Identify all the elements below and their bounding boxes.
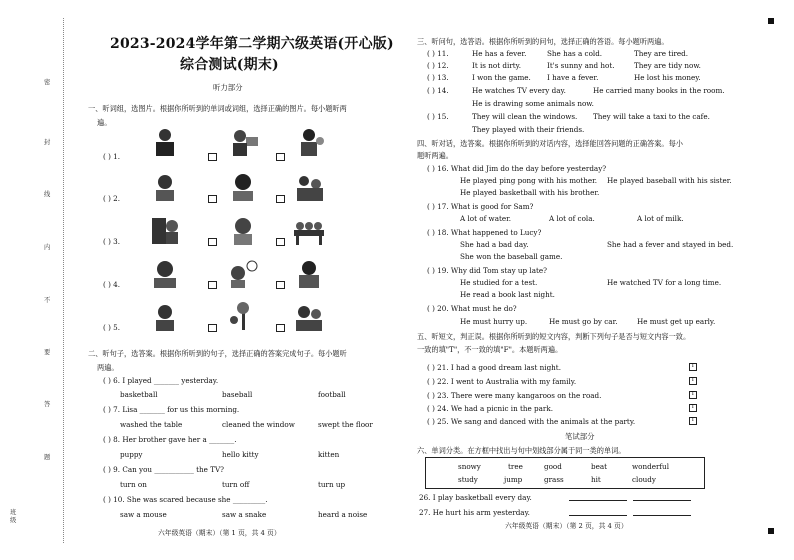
q19-option-c[interactable]: He read a book last night. [460, 290, 555, 299]
option-box-c[interactable] [276, 238, 285, 246]
q13-option-c[interactable]: He lost his money. [634, 73, 701, 82]
question-26: 26. I play basketball every day. [419, 493, 532, 502]
q12-option-c[interactable]: They are tidy now. [634, 61, 701, 70]
picture-3c[interactable] [292, 216, 326, 246]
word-bank-item: tree [508, 462, 523, 471]
picture-5b[interactable] [226, 302, 260, 332]
binding-mark-char: 内 [44, 244, 51, 251]
tf-item-25: ( ) 25. We sang and danced with the animals at the party. [427, 417, 636, 426]
section1-instructions-cont: 遍。 [97, 118, 112, 127]
question-3-label: ( ) 3. [103, 237, 121, 246]
tf-box-22[interactable]: T [691, 377, 695, 383]
page-footer: 六年级英语（期末）（第 1 页，共 4 页） [158, 529, 281, 537]
picture-3a[interactable] [148, 216, 182, 246]
q15-option-b[interactable]: They will take a taxi to the cafe. [593, 112, 710, 121]
q7-option-a[interactable]: washed the table [120, 420, 183, 429]
option-box-b[interactable] [208, 281, 217, 289]
q15-number: ( ) 15. [427, 112, 449, 121]
exam-page-2 [397, 0, 794, 560]
section2-instructions-cont: 两遍。 [97, 363, 119, 372]
q17-option-a[interactable]: A lot of water. [460, 214, 512, 223]
binding-mark-char: 不 [44, 297, 51, 304]
question-10: ( ) 10. She was scared because she _________. [103, 495, 268, 504]
q19-option-b[interactable]: He watched TV for a long time. [607, 278, 722, 287]
q11-option-a[interactable]: He has a fever. [472, 49, 527, 58]
binding-mark-char: 答 [44, 401, 51, 408]
q11-number: ( ) 11. [427, 49, 449, 58]
q12-option-b[interactable]: It's sunny and hot. [547, 61, 615, 70]
question-16: ( ) 16. What did Jim do the day before yesterday? [427, 164, 607, 173]
question-8: ( ) 8. Her brother gave her a _______. [103, 435, 237, 444]
section-heading-listening: 听力部分 [213, 83, 243, 92]
picture-1a[interactable] [148, 127, 182, 157]
q9-option-a[interactable]: turn on [120, 480, 147, 489]
q20-option-c[interactable]: He must get up early. [637, 317, 716, 326]
picture-4a[interactable] [148, 259, 182, 289]
tf-item-21: ( ) 21. I had a good dream last night. [427, 363, 561, 372]
picture-5a[interactable] [148, 302, 182, 332]
word-bank-item: study [458, 475, 478, 484]
q6-option-b[interactable]: baseball [222, 390, 253, 399]
word-bank-item: good [544, 462, 562, 471]
question-4-label: ( ) 4. [103, 280, 121, 289]
binding-label-char: 班 [10, 509, 17, 516]
question-1-label: ( ) 1. [103, 152, 121, 161]
q11-option-c[interactable]: They are tired. [634, 49, 689, 58]
section6-instructions: 六、单词分类。在方框中找出与句中划线部分属于同一类的单词。 [417, 446, 626, 455]
q8-option-b[interactable]: hello kitty [222, 450, 259, 459]
q14-option-c[interactable]: He is drawing some animals now. [472, 99, 594, 108]
option-box-c[interactable] [276, 153, 285, 161]
answer-blank-27a[interactable] [569, 515, 627, 516]
binding-mark-char: 封 [44, 139, 51, 146]
picture-5c[interactable] [292, 302, 326, 332]
section4-instructions: 四、听对话，选答案。根据你所听到的对话内容，选择能回答问题的正确答案。每小 [417, 139, 683, 148]
q10-option-a[interactable]: saw a mouse [120, 510, 167, 519]
q19-option-a[interactable]: He studied for a test. [460, 278, 538, 287]
question-2-label: ( ) 2. [103, 194, 121, 203]
q20-option-a[interactable]: He must hurry up. [460, 317, 528, 326]
option-box-b[interactable] [208, 324, 217, 332]
tf-item-24: ( ) 24. We had a picnic in the park. [427, 404, 553, 413]
section-heading-written: 笔试部分 [565, 432, 595, 441]
q10-option-c[interactable]: heard a noise [318, 510, 368, 519]
picture-2c[interactable] [292, 172, 326, 202]
tf-box-25[interactable]: T [691, 417, 695, 423]
option-box-b[interactable] [208, 153, 217, 161]
question-5-label: ( ) 5. [103, 323, 121, 332]
q8-option-c[interactable]: kitten [318, 450, 340, 459]
q12-number: ( ) 12. [427, 61, 449, 70]
section3-instructions: 三、听问句，选答语。根据你所听到的问句，选择正确的答语。每小题听两遍。 [417, 37, 669, 46]
question-7: ( ) 7. Lisa _______ for us this morning. [103, 405, 240, 414]
q6-option-a[interactable]: basketball [120, 390, 158, 399]
picture-2b[interactable] [226, 172, 260, 202]
answer-blank-26a[interactable] [569, 500, 627, 501]
q14-number: ( ) 14. [427, 86, 449, 95]
q15-option-c[interactable]: They played with their friends. [472, 125, 585, 134]
q10-option-b[interactable]: saw a snake [222, 510, 267, 519]
q18-option-c[interactable]: She won the baseball game. [460, 252, 563, 261]
question-18: ( ) 18. What happened to Lucy? [427, 228, 542, 237]
question-19: ( ) 19. Why did Tom stay up late? [427, 266, 548, 275]
binding-label-char: 级 [10, 517, 17, 524]
q14-option-b[interactable]: He carried many books in the room. [593, 86, 725, 95]
tf-box-21[interactable]: T [691, 363, 695, 369]
answer-blank-27b[interactable] [633, 515, 691, 516]
option-box-c[interactable] [276, 281, 285, 289]
q20-option-b[interactable]: He must go by car. [549, 317, 618, 326]
option-box-b[interactable] [208, 238, 217, 246]
word-bank-item: beat [591, 462, 608, 471]
question-17: ( ) 17. What is good for Sam? [427, 202, 534, 211]
option-box-c[interactable] [276, 195, 285, 203]
q9-option-b[interactable]: turn off [222, 480, 250, 489]
q15-option-a[interactable]: They will clean the windows. [472, 112, 578, 121]
answer-blank-26b[interactable] [633, 500, 691, 501]
q17-option-c[interactable]: A lot of milk. [637, 214, 684, 223]
binding-mark-char: 线 [44, 191, 51, 198]
option-box-c[interactable] [276, 324, 285, 332]
exam-title-line2: 综合测试(期末) [180, 57, 279, 73]
word-bank-item: snowy [458, 462, 481, 471]
q7-option-b[interactable]: cleaned the window [222, 420, 295, 429]
word-bank-item: jump [504, 475, 523, 484]
q9-option-c[interactable]: turn up [318, 480, 346, 489]
binding-mark-char: 题 [44, 454, 51, 461]
question-27: 27. He hurt his arm yesterday. [419, 508, 530, 517]
word-bank-item: hit [591, 475, 601, 484]
q13-option-b[interactable]: I have a fever. [547, 73, 599, 82]
q18-option-a[interactable]: She had a bad day. [460, 240, 529, 249]
word-bank-item: cloudy [632, 475, 656, 484]
section5-instructions-cont: 一致的填"T"，不一致的填"F"。本题听两遍。 [417, 345, 563, 354]
question-9: ( ) 9. Can you ___________ the TV? [103, 465, 225, 474]
tf-item-23: ( ) 23. There were many kangaroos on the road. [427, 391, 602, 400]
q6-option-c[interactable]: football [318, 390, 346, 399]
picture-2a[interactable] [148, 172, 182, 202]
section1-instructions: 一、听词组，选图片。根据你所听到的单词或词组，选择正确的图片。每小题听两 [88, 104, 347, 113]
q13-option-a[interactable]: I won the game. [472, 73, 531, 82]
question-6: ( ) 6. I played _______ yesterday. [103, 376, 219, 385]
section4-instructions-cont: 题听两遍。 [417, 151, 453, 160]
q16-option-b[interactable]: He played baseball with his sister. [607, 176, 732, 185]
q16-option-a[interactable]: He played ping pong with his mother. [460, 176, 598, 185]
option-box-b[interactable] [208, 195, 217, 203]
binding-mark-char: 要 [44, 349, 51, 356]
tf-box-24[interactable]: T [691, 404, 695, 410]
section2-instructions: 二、听句子，选答案。根据你所听到的句子，选择正确的答案完成句子。每小题听 [88, 349, 347, 358]
question-20: ( ) 20. What must he do? [427, 304, 517, 313]
page-footer: 六年级英语（期末）（第 2 页，共 4 页） [505, 522, 628, 530]
word-bank [425, 457, 705, 489]
q17-option-b[interactable]: A lot of cola. [549, 214, 595, 223]
q16-option-c[interactable]: He played basketball with his brother. [460, 188, 600, 197]
picture-1b[interactable] [226, 127, 260, 157]
picture-3b[interactable] [226, 216, 260, 246]
q18-option-b[interactable]: She had a fever and stayed in bed. [607, 240, 734, 249]
q7-option-c[interactable]: swept the floor [318, 420, 373, 429]
exam-title-line1: 2023-2024学年第二学期六级英语(开心版) [110, 36, 394, 52]
binding-mark-char: 密 [44, 79, 51, 86]
picture-1c[interactable] [292, 127, 326, 157]
picture-4b[interactable] [226, 259, 260, 289]
tf-item-22: ( ) 22. I went to Australia with my family. [427, 377, 577, 386]
tf-box-23[interactable]: T [691, 391, 695, 397]
q12-option-a[interactable]: It is not dirty. [472, 61, 522, 70]
word-bank-item: grass [544, 475, 564, 484]
q14-option-a[interactable]: He watches TV every day. [472, 86, 566, 95]
q13-number: ( ) 13. [427, 73, 449, 82]
section5-instructions: 五、听短文，判正误。根据你所听到的短文内容，判断下列句子是否与短文内容一致。 [417, 332, 691, 341]
picture-4c[interactable] [292, 259, 326, 289]
q11-option-b[interactable]: She has a cold. [547, 49, 603, 58]
word-bank-item: wonderful [632, 462, 669, 471]
q8-option-a[interactable]: puppy [120, 450, 143, 459]
